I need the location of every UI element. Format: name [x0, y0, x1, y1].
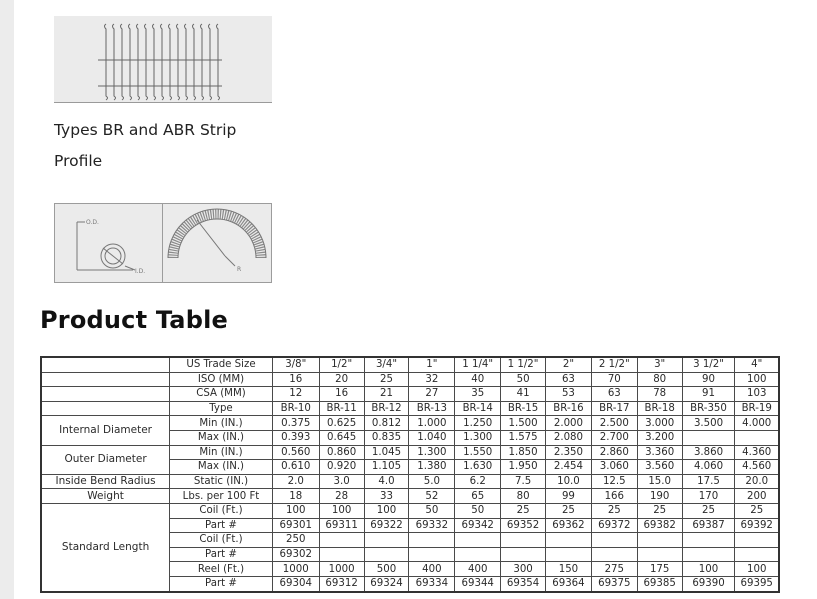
table-cell: 100 [735, 372, 779, 387]
table-cell: BR-10 [272, 401, 319, 416]
table-cell [546, 547, 592, 562]
table-cell [319, 533, 364, 548]
table-cell: 1 1/4" [455, 357, 501, 372]
table-cell: 200 [735, 489, 779, 504]
table-cell: 103 [735, 387, 779, 402]
table-cell: 40 [455, 372, 501, 387]
table-cell: 4.0 [364, 474, 409, 489]
group-label-outer-diameter: Outer Diameter [41, 445, 170, 474]
table-cell: 175 [637, 562, 682, 577]
table-cell: 69375 [591, 576, 637, 591]
table-cell: 2.0 [272, 474, 319, 489]
table-cell: 12.5 [591, 474, 637, 489]
table-cell: 1.950 [501, 460, 546, 475]
conduit-illustration [54, 16, 272, 102]
row-us-trade-size [41, 357, 779, 372]
table-cell [735, 430, 779, 445]
table-cell: 4.360 [735, 445, 779, 460]
table-cell: 3.0 [319, 474, 364, 489]
table-cell: BR-19 [735, 401, 779, 416]
table-cell: 2.454 [546, 460, 592, 475]
table-cell: 7.5 [501, 474, 546, 489]
table-cell: 1.040 [409, 430, 455, 445]
radius-label: R [237, 266, 242, 273]
table-cell: 69342 [455, 518, 501, 533]
table-cell: 91 [682, 387, 735, 402]
table-cell: 69324 [364, 576, 409, 591]
table-cell [735, 547, 779, 562]
table-cell: 69385 [637, 576, 682, 591]
table-cell: 4" [735, 357, 779, 372]
table-cell: 3.060 [591, 460, 637, 475]
table-cell: 25 [637, 503, 682, 518]
table-cell [364, 547, 409, 562]
table-cell: 500 [364, 562, 409, 577]
table-cell: 69332 [409, 518, 455, 533]
table-cell: 0.610 [272, 460, 319, 475]
table-cell: BR-17 [591, 401, 637, 416]
table-cell: 1000 [319, 562, 364, 577]
table-cell: 100 [319, 503, 364, 518]
table-cell [591, 547, 637, 562]
table-cell: 1.630 [455, 460, 501, 475]
table-cell: 27 [409, 387, 455, 402]
table-cell [637, 547, 682, 562]
table-cell: 3/8" [272, 357, 319, 372]
profile-caption-line1: Types BR and ABR Strip [54, 121, 237, 139]
table-cell [682, 547, 735, 562]
group-cell-empty [41, 401, 170, 416]
row-label: Part # [170, 576, 273, 591]
table-cell: 0.860 [319, 445, 364, 460]
table-cell: 275 [591, 562, 637, 577]
cross-section-diagram [55, 204, 162, 282]
table-cell: 0.920 [319, 460, 364, 475]
row-label: Lbs. per 100 Ft [170, 489, 273, 504]
table-cell: 1.300 [409, 445, 455, 460]
table-cell: 1" [409, 357, 455, 372]
row-od-min [41, 445, 779, 460]
table-cell: 1/2" [319, 357, 364, 372]
table-cell: 63 [546, 372, 592, 387]
table-cell [455, 533, 501, 548]
table-cell: 2 1/2" [591, 357, 637, 372]
group-label-standard-length: Standard Length [41, 503, 170, 591]
table-cell: 50 [409, 503, 455, 518]
table-cell: 32 [409, 372, 455, 387]
table-cell: 53 [546, 387, 592, 402]
table-cell [682, 533, 735, 548]
table-cell: 50 [501, 372, 546, 387]
table-cell: 0.393 [272, 430, 319, 445]
product-table-title: Product Table [40, 306, 228, 334]
table-cell: BR-15 [501, 401, 546, 416]
table-cell: 69301 [272, 518, 319, 533]
table-cell: 25 [735, 503, 779, 518]
table-cell: 4.060 [682, 460, 735, 475]
row-label: Type [170, 401, 273, 416]
group-label-weight: Weight [41, 489, 170, 504]
table-cell: 100 [682, 562, 735, 577]
table-cell [637, 533, 682, 548]
table-cell: 1.575 [501, 430, 546, 445]
table-cell: 25 [546, 503, 592, 518]
od-label: O.D. [86, 219, 99, 226]
table-cell: 69352 [501, 518, 546, 533]
table-cell: 1000 [272, 562, 319, 577]
table-cell: 1.380 [409, 460, 455, 475]
table-cell: 69390 [682, 576, 735, 591]
table-cell: 80 [637, 372, 682, 387]
table-cell: 3.860 [682, 445, 735, 460]
row-id-min [41, 416, 779, 431]
table-cell: 300 [501, 562, 546, 577]
table-cell: 99 [546, 489, 592, 504]
table-cell: 2.860 [591, 445, 637, 460]
table-cell: 100 [272, 503, 319, 518]
row-label: ISO (MM) [170, 372, 273, 387]
table-cell: 28 [319, 489, 364, 504]
table-cell: 80 [501, 489, 546, 504]
table-cell: 3/4" [364, 357, 409, 372]
table-cell: 90 [682, 372, 735, 387]
product-table [40, 356, 780, 593]
dimension-diagram [54, 203, 272, 283]
row-csa [41, 387, 779, 402]
table-cell: 69322 [364, 518, 409, 533]
table-cell: 2.700 [591, 430, 637, 445]
table-cell: 0.625 [319, 416, 364, 431]
table-cell: 4.000 [735, 416, 779, 431]
table-cell: 69362 [546, 518, 592, 533]
table-cell: 3.200 [637, 430, 682, 445]
table-cell: 16 [319, 387, 364, 402]
table-cell: 78 [637, 387, 682, 402]
row-iso [41, 372, 779, 387]
table-cell: 25 [591, 503, 637, 518]
group-cell-empty [41, 357, 170, 372]
table-cell: 1.045 [364, 445, 409, 460]
table-cell: 2.350 [546, 445, 592, 460]
table-cell [319, 547, 364, 562]
table-cell: 0.645 [319, 430, 364, 445]
row-label: Part # [170, 518, 273, 533]
table-cell: 190 [637, 489, 682, 504]
table-cell: 33 [364, 489, 409, 504]
table-cell: 20.0 [735, 474, 779, 489]
strip-profile-image [54, 16, 272, 103]
table-cell: 100 [364, 503, 409, 518]
table-cell: 69311 [319, 518, 364, 533]
table-cell: 18 [272, 489, 319, 504]
row-coil-1 [41, 503, 779, 518]
table-cell: BR-11 [319, 401, 364, 416]
table-cell: 2.500 [591, 416, 637, 431]
table-cell: 17.5 [682, 474, 735, 489]
table-cell: 100 [735, 562, 779, 577]
row-weight [41, 489, 779, 504]
table-cell: 3.000 [637, 416, 682, 431]
row-label: Min (IN.) [170, 445, 273, 460]
id-label: I.D. [135, 268, 146, 275]
table-cell: 1.500 [501, 416, 546, 431]
table-cell: 6.2 [455, 474, 501, 489]
table-cell: BR-13 [409, 401, 455, 416]
table-cell [501, 547, 546, 562]
row-type [41, 401, 779, 416]
table-cell: 1 1/2" [501, 357, 546, 372]
table-cell: 3.560 [637, 460, 682, 475]
table-cell: 21 [364, 387, 409, 402]
table-cell: 0.835 [364, 430, 409, 445]
profile-caption-line2: Profile [54, 152, 103, 170]
table-cell: 0.812 [364, 416, 409, 431]
table-cell: 400 [455, 562, 501, 577]
table-cell: 25 [501, 503, 546, 518]
table-cell: 1.250 [455, 416, 501, 431]
table-cell: 166 [591, 489, 637, 504]
table-cell: 41 [501, 387, 546, 402]
table-cell [364, 533, 409, 548]
row-label: Reel (Ft.) [170, 562, 273, 577]
table-cell: 2" [546, 357, 592, 372]
left-edge-bar [0, 0, 14, 599]
table-cell: 0.375 [272, 416, 319, 431]
table-cell [546, 533, 592, 548]
group-cell-empty [41, 387, 170, 402]
table-cell: 400 [409, 562, 455, 577]
table-cell [735, 533, 779, 548]
table-cell: 69382 [637, 518, 682, 533]
table-cell: BR-350 [682, 401, 735, 416]
table-cell: 25 [682, 503, 735, 518]
group-label-internal-diameter: Internal Diameter [41, 416, 170, 445]
row-label: Part # [170, 547, 273, 562]
row-label: US Trade Size [170, 357, 273, 372]
table-cell: 16 [272, 372, 319, 387]
table-cell: 69354 [501, 576, 546, 591]
table-cell: 1.300 [455, 430, 501, 445]
table-cell: 69312 [319, 576, 364, 591]
table-cell: 69364 [546, 576, 592, 591]
row-label: Coil (Ft.) [170, 533, 273, 548]
row-label: Min (IN.) [170, 416, 273, 431]
row-label: Static (IN.) [170, 474, 273, 489]
table-cell: 69302 [272, 547, 319, 562]
table-cell [455, 547, 501, 562]
group-label-inside-bend-radius: Inside Bend Radius [41, 474, 170, 489]
table-cell: BR-12 [364, 401, 409, 416]
table-cell: 52 [409, 489, 455, 504]
table-cell: 69372 [591, 518, 637, 533]
table-cell: 3" [637, 357, 682, 372]
row-label: CSA (MM) [170, 387, 273, 402]
row-label: Max (IN.) [170, 430, 273, 445]
table-cell: BR-14 [455, 401, 501, 416]
table-cell: 1.850 [501, 445, 546, 460]
table-cell: 35 [455, 387, 501, 402]
table-cell [501, 533, 546, 548]
table-cell: 1.000 [409, 416, 455, 431]
table-cell: 3 1/2" [682, 357, 735, 372]
table-cell [591, 533, 637, 548]
table-cell: 63 [591, 387, 637, 402]
table-cell: 1.105 [364, 460, 409, 475]
table-cell: 69334 [409, 576, 455, 591]
table-cell: 69344 [455, 576, 501, 591]
table-cell: BR-18 [637, 401, 682, 416]
table-cell: 50 [455, 503, 501, 518]
table-cell: 3.360 [637, 445, 682, 460]
group-cell-empty [41, 372, 170, 387]
table-cell: 10.0 [546, 474, 592, 489]
table-cell: BR-16 [546, 401, 592, 416]
table-cell: 15.0 [637, 474, 682, 489]
table-cell: 2.080 [546, 430, 592, 445]
table-cell: 0.560 [272, 445, 319, 460]
table-cell [682, 430, 735, 445]
table-cell: 2.000 [546, 416, 592, 431]
row-bend-radius [41, 474, 779, 489]
row-label: Max (IN.) [170, 460, 273, 475]
table-cell: 5.0 [409, 474, 455, 489]
table-cell: 1.550 [455, 445, 501, 460]
table-cell: 4.560 [735, 460, 779, 475]
row-label: Coil (Ft.) [170, 503, 273, 518]
table-cell [409, 547, 455, 562]
table-cell: 150 [546, 562, 592, 577]
table-cell: 3.500 [682, 416, 735, 431]
table-cell: 250 [272, 533, 319, 548]
table-cell: 69392 [735, 518, 779, 533]
table-cell: 69304 [272, 576, 319, 591]
table-cell: 69395 [735, 576, 779, 591]
table-cell: 65 [455, 489, 501, 504]
table-cell: 20 [319, 372, 364, 387]
table-cell: 25 [364, 372, 409, 387]
bend-radius-diagram [163, 204, 271, 282]
table-cell: 12 [272, 387, 319, 402]
table-cell: 70 [591, 372, 637, 387]
table-cell [409, 533, 455, 548]
table-cell: 170 [682, 489, 735, 504]
table-cell: 69387 [682, 518, 735, 533]
